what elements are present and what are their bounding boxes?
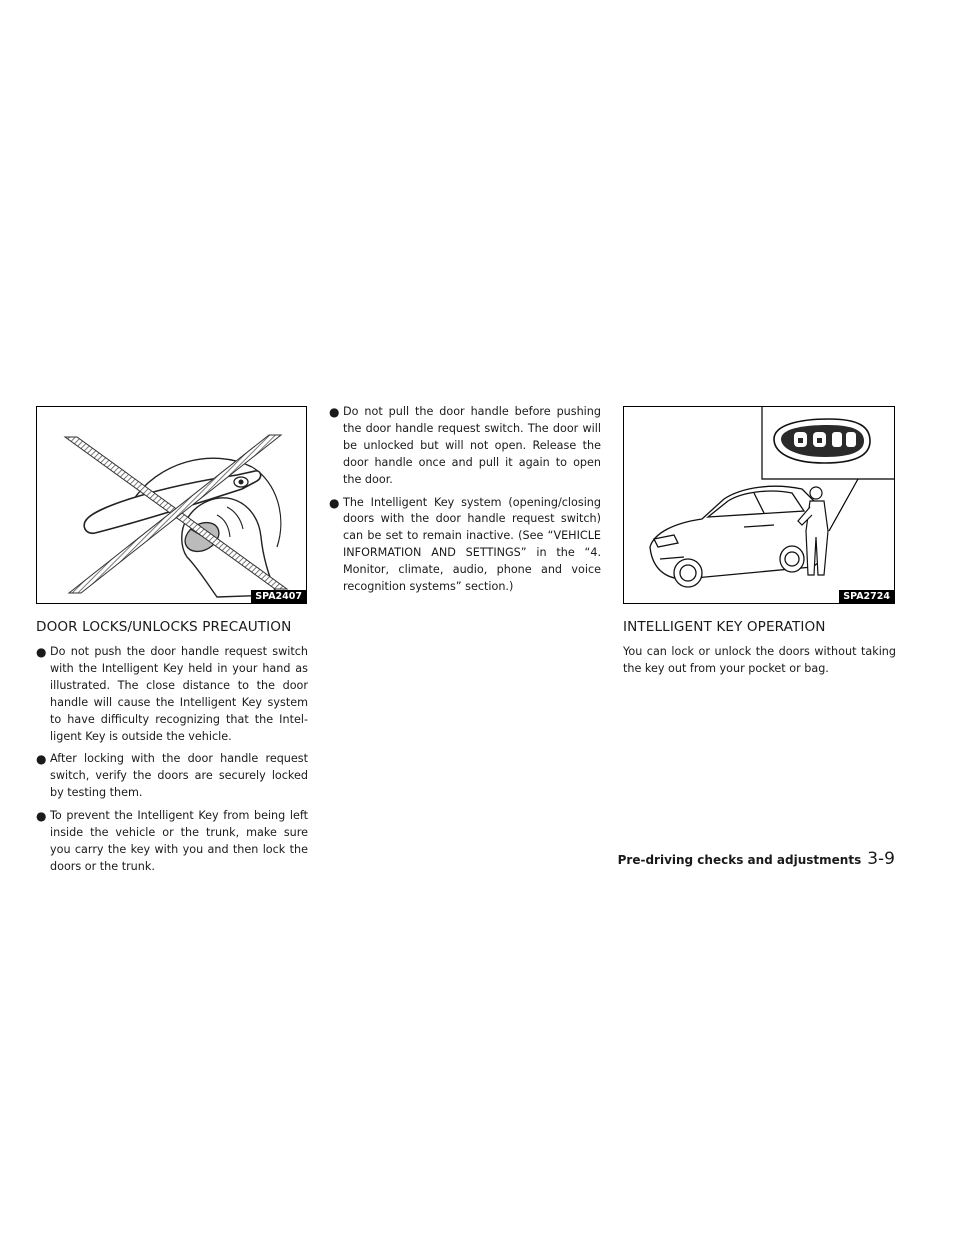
section-heading: DOOR LOCKS/UNLOCKS PRECAUTION xyxy=(36,619,292,635)
list-item: ● The Intelligent Key system (opening/closing doors with the door handle request switch) can be set to remain inactive. (See “VEHICLE INFORMATION AND SETTINGS” in the “4. Monitor, climate, audio, phone and voice recognition systems” section.) xyxy=(329,495,601,594)
list-item: ● To prevent the Intelligent Key from being left inside the vehicle or the trunk, make sure you carry the key with you and then lock the doors or the trunk. xyxy=(36,809,308,873)
page-number: 3-9 xyxy=(867,849,895,869)
list-item: ● Do not push the door handle request switch with the Intelligent Key held in your hand as illustrated. The close distance to the door handle will cause the Intelligent Key system to have difficulty recognizing that the Intel-ligent Key is outside the vehicle. xyxy=(36,645,308,743)
figure-intelligent-key-operation xyxy=(623,406,895,604)
section-body: You can lock or unlock the doors without taking the key out from your pocket or bag. xyxy=(623,645,896,675)
list-item: ● After locking with the door handle request switch, verify the doors are securely locked by testing them. xyxy=(36,752,308,800)
bullet-icon: ● xyxy=(329,495,340,510)
door-handle-illustration xyxy=(37,407,307,604)
car-and-person-illustration xyxy=(624,407,895,604)
figure-door-handle-precaution xyxy=(36,406,307,604)
bullet-icon: ● xyxy=(329,405,340,419)
precaution-list-continued xyxy=(329,404,601,596)
figure-code: SPA2407 xyxy=(251,590,306,603)
precaution-list xyxy=(36,644,308,876)
bullet-icon: ● xyxy=(36,645,47,659)
door-locks-section xyxy=(36,618,308,882)
precaution-continued-section xyxy=(329,404,601,602)
intelligent-key-section xyxy=(623,618,896,678)
bullet-icon: ● xyxy=(36,809,47,824)
list-item: ● Do not pull the door handle before pushing the door handle request switch. The door will be unlocked but will not open. Release the door handle once and pull it again to open the door. xyxy=(329,405,601,486)
figure-code: SPA2724 xyxy=(839,590,894,603)
bullet-icon: ● xyxy=(36,752,47,767)
key-fob-icon xyxy=(774,419,870,463)
car-icon xyxy=(650,486,824,587)
footer-section-title: Pre-driving checks and adjustments xyxy=(617,853,862,867)
page-footer xyxy=(618,849,895,871)
section-heading: INTELLIGENT KEY OPERATION xyxy=(623,619,826,635)
